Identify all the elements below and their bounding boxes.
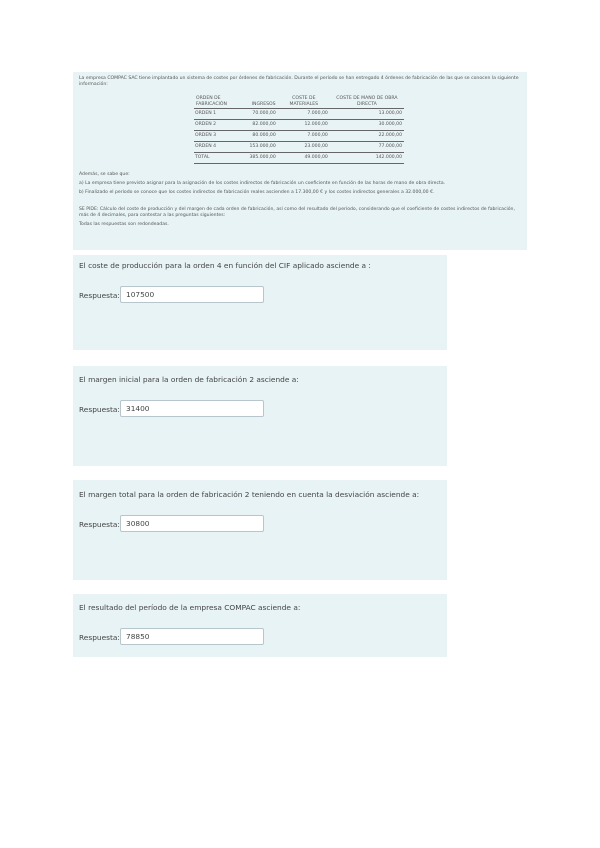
question-text: El margen inicial para la orden de fabricación 2 asciende a: xyxy=(79,375,299,384)
table-cell: 13.000,00 xyxy=(330,109,404,120)
table-cell: TOTAL xyxy=(194,153,249,164)
table-row xyxy=(194,142,404,153)
question-4 xyxy=(73,594,447,657)
table-cell: 30.000,00 xyxy=(330,120,404,131)
table-cell: 142.000,00 xyxy=(330,153,404,164)
table-header: ORDEN DE FABRICACIÓN xyxy=(194,92,249,109)
table-cell: 70.000,00 xyxy=(249,109,277,120)
statement-intro: La empresa COMPAC SAC tiene implantado un sistema de costes por órdenes de fabricación. Durante el período se han entregado 4 órdenes de fabricación de las que se conocen la siguiente información: xyxy=(79,76,519,88)
question-text: El resultado del período de la empresa COMPAC asciende a: xyxy=(79,603,301,612)
table-cell: ORDEN 2 xyxy=(194,120,249,131)
answer-input[interactable]: 78850 xyxy=(120,628,264,645)
statement-line: b) Finalizado el período se conoce que los costes indirectos de fabricación reales ascienden a 17.300,00 € y los costes indirectos generales a 32.000,00 €. xyxy=(79,190,435,196)
answer-input[interactable]: 31400 xyxy=(120,400,264,417)
table-cell: 12.000,00 xyxy=(278,120,330,131)
statement-notes xyxy=(79,172,521,231)
problem-statement xyxy=(73,72,527,250)
answer-input[interactable]: 107500 xyxy=(120,286,264,303)
table-cell: ORDEN 4 xyxy=(194,142,249,153)
statement-line: Además, se sabe que: xyxy=(79,172,130,177)
table-row xyxy=(194,153,404,164)
table-cell: 23.000,00 xyxy=(278,142,330,153)
question-text: El margen total para la orden de fabricación 2 teniendo en cuenta la desviación asciende a: xyxy=(79,490,420,499)
table-cell: 385.000,00 xyxy=(249,153,277,164)
answer-input[interactable]: 30800 xyxy=(120,515,264,532)
table-header: COSTE DE MATERIALES xyxy=(278,92,330,109)
table-header: INGRESOS xyxy=(249,92,277,109)
answer-label: Respuesta: xyxy=(79,405,120,414)
answer-label: Respuesta: xyxy=(79,291,120,300)
question-3 xyxy=(73,480,447,580)
answer-label: Respuesta: xyxy=(79,520,120,529)
table-cell: 49.000,00 xyxy=(278,153,330,164)
statement-line: SE PIDE: Cálculo del coste de producción y del margen de cada orden de fabricación, así como del resultado del período, considerando que el coeficiente de costes indirectos de fabricación, más de 4 decimales, para contestar a las preguntas siguientes: xyxy=(79,206,515,218)
statement-line: Todas las respuestas son redondeadas. xyxy=(79,222,169,228)
question-2 xyxy=(73,366,447,466)
table-cell: 7.000,00 xyxy=(278,109,330,120)
table-cell: 80.000,00 xyxy=(249,131,277,142)
table-cell: 22.000,00 xyxy=(330,131,404,142)
table-header: COSTE DE MANO DE OBRA DIRECTA xyxy=(330,92,404,109)
question-text: El coste de producción para la orden 4 en función del CIF aplicado asciende a : xyxy=(79,261,371,270)
table-cell: 77.000,00 xyxy=(330,142,404,153)
statement-line: a) La empresa tiene previsto asignar para la asignación de los costes indirectos de fabricación un coeficiente en función de las horas de mano de obra directa. xyxy=(79,181,446,187)
table-cell: ORDEN 3 xyxy=(194,131,249,142)
orders-table xyxy=(194,92,404,164)
question-1 xyxy=(73,255,447,350)
table-header-row xyxy=(194,92,404,109)
table-row xyxy=(194,131,404,142)
table-row xyxy=(194,109,404,120)
table-cell: ORDEN 1 xyxy=(194,109,249,120)
table-row xyxy=(194,120,404,131)
answer-label: Respuesta: xyxy=(79,633,120,642)
table-cell: 153.000,00 xyxy=(249,142,277,153)
table-cell: 82.000,00 xyxy=(249,120,277,131)
table-cell: 7.000,00 xyxy=(278,131,330,142)
